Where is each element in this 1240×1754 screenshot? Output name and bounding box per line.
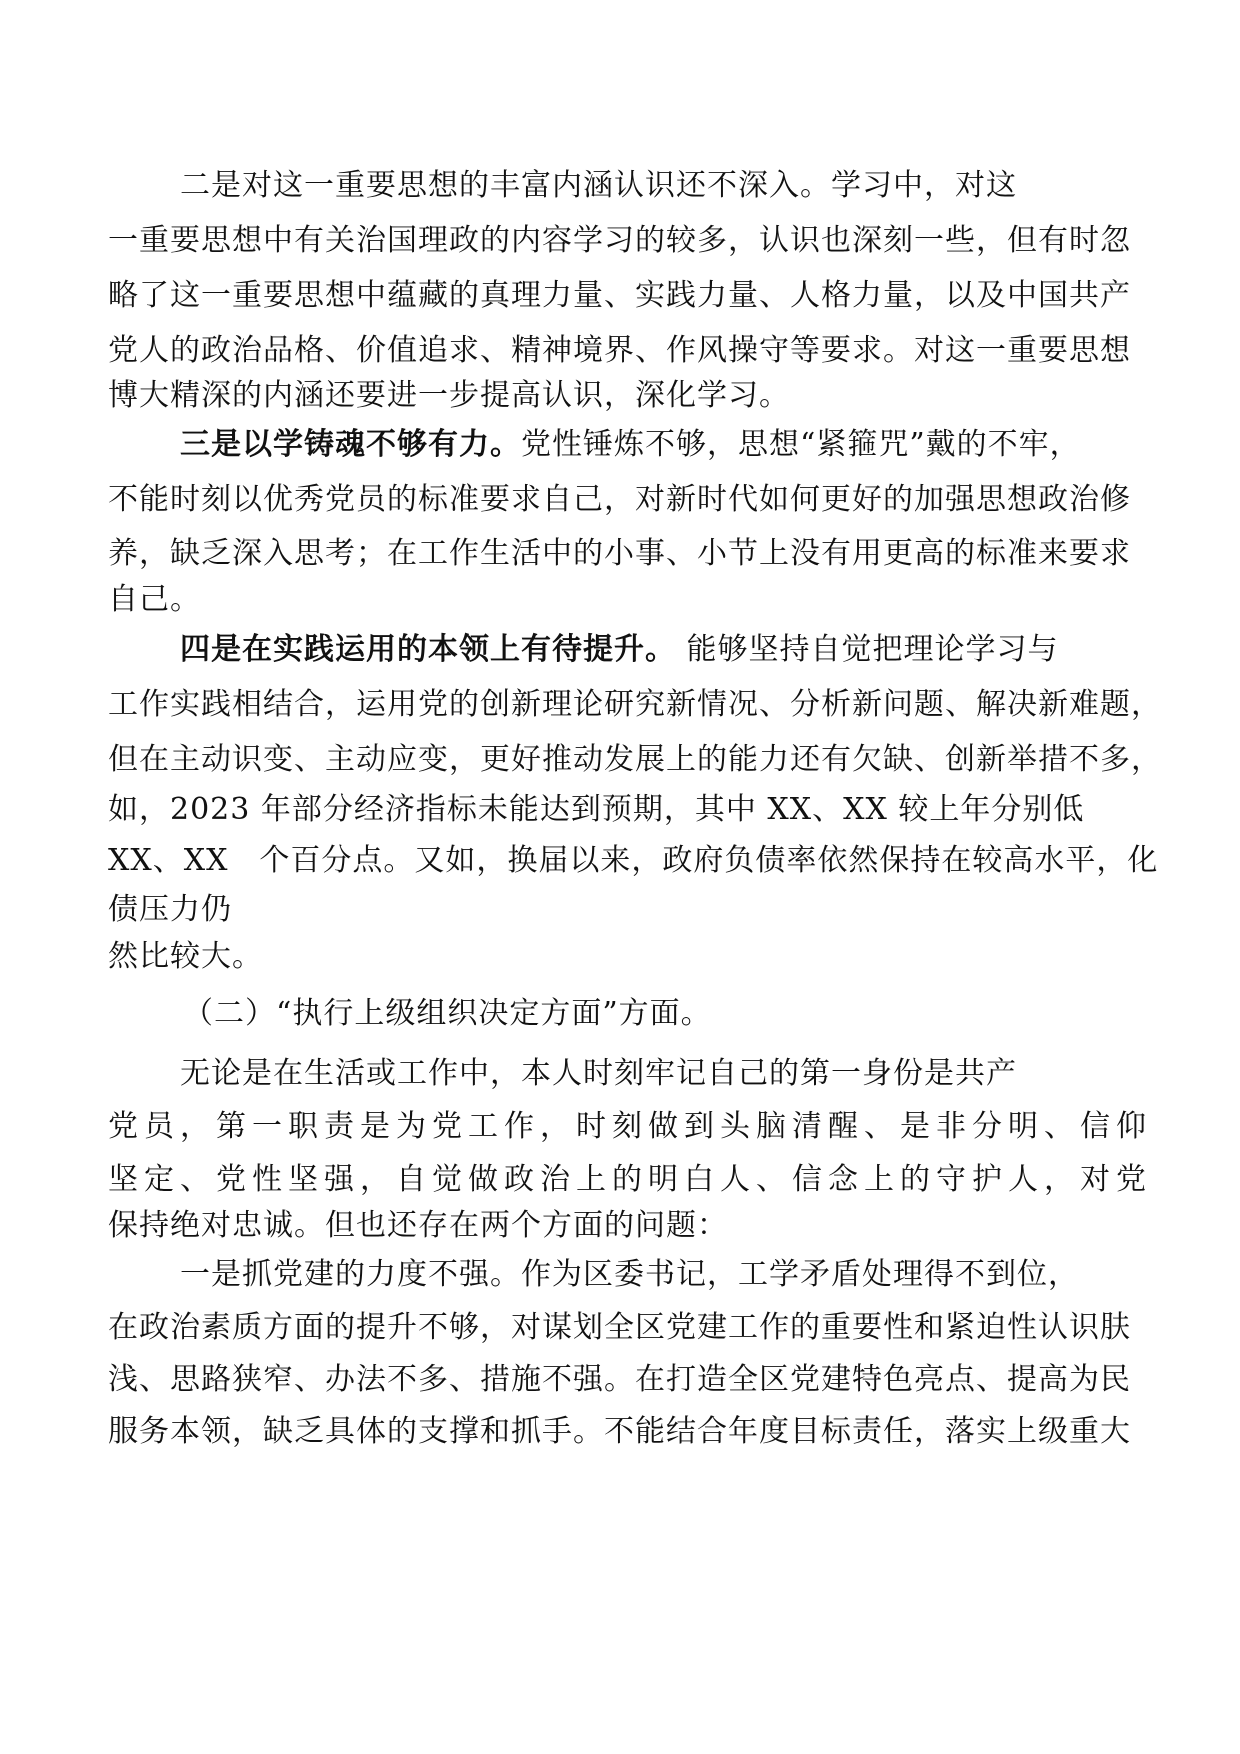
text-line: 浅、思路狭窄、办法不多、措施不强。在打造全区党建特色亮点、提高为民 — [108, 1362, 1131, 1397]
text-line: 如，2023 年部分经济指标未能达到预期，其中 XX、XX 较上年分别低 — [108, 792, 1085, 827]
text-line — [180, 630, 1059, 670]
text-line: 党人的政治品格、价值追求、精神境界、作风操守等要求。对这一重要思想 — [108, 333, 1131, 368]
text-run: 能够坚持自觉把理论学习与 — [676, 632, 1059, 667]
text-line: 坚定、党性坚强，自觉做政治上的明白人、信念上的守护人，对党 — [108, 1162, 1152, 1197]
text-line: 服务本领，缺乏具体的支撑和抓手。不能结合年度目标责任，落实上级重大 — [108, 1414, 1131, 1449]
text-line: 自己。 — [108, 582, 201, 617]
text-line: 在政治素质方面的提升不够，对谋划全区党建工作的重要性和紧迫性认识肤 — [108, 1310, 1131, 1345]
text-line: 然比较大。 — [108, 939, 263, 974]
text-run: 党性锤炼不够，思想“紧箍咒”戴的不牢， — [521, 427, 1081, 462]
text-line: 不能时刻以优秀党员的标准要求自己，对新时代如何更好的加强思想政治修 — [108, 482, 1131, 517]
text-line: 一重要思想中有关治国理政的内容学习的较多，认识也深刻一些，但有时忽 — [108, 223, 1131, 258]
text-line: 党员，第一职责是为党工作，时刻做到头脑清醒、是非分明、信仰 — [108, 1109, 1152, 1144]
text-line: 债压力仍 — [108, 892, 232, 927]
paragraph-heading: 三是以学铸魂不够有力。 — [180, 427, 521, 462]
section-heading: （二）“执行上级组织决定方面”方面。 — [183, 996, 712, 1031]
text-line: 一是抓党建的力度不强。作为区委书记，工学矛盾处理得不到位， — [180, 1257, 1079, 1292]
text-line: 二是对这一重要思想的丰富内涵认识还不深入。学习中，对这 — [180, 168, 1017, 203]
paragraph-heading: 四是在实践运用的本领上有待提升。 — [180, 632, 676, 667]
text-line: 略了这一重要思想中蕴藏的真理力量、实践力量、人格力量，以及中国共产 — [108, 278, 1131, 313]
text-line — [180, 425, 1081, 465]
text-line: 博大精深的内涵还要进一步提高认识，深化学习。 — [108, 378, 790, 413]
text-line: 无论是在生活或工作中，本人时刻牢记自己的第一身份是共产 — [180, 1056, 1017, 1091]
text-line: 保持绝对忠诚。但也还存在两个方面的问题： — [108, 1208, 728, 1243]
text-line: 但在主动识变、主动应变，更好推动发展上的能力还有欠缺、创新举措不多， — [108, 742, 1162, 777]
text-line: 工作实践相结合，运用党的创新理论研究新情况、分析新问题、解决新难题， — [108, 687, 1162, 722]
text-line: 养，缺乏深入思考；在工作生活中的小事、小节上没有用更高的标准来要求 — [108, 536, 1131, 571]
text-line: XX、XX 个百分点。又如，换届以来，政府负债率依然保持在较高水平，化 — [108, 843, 1159, 878]
